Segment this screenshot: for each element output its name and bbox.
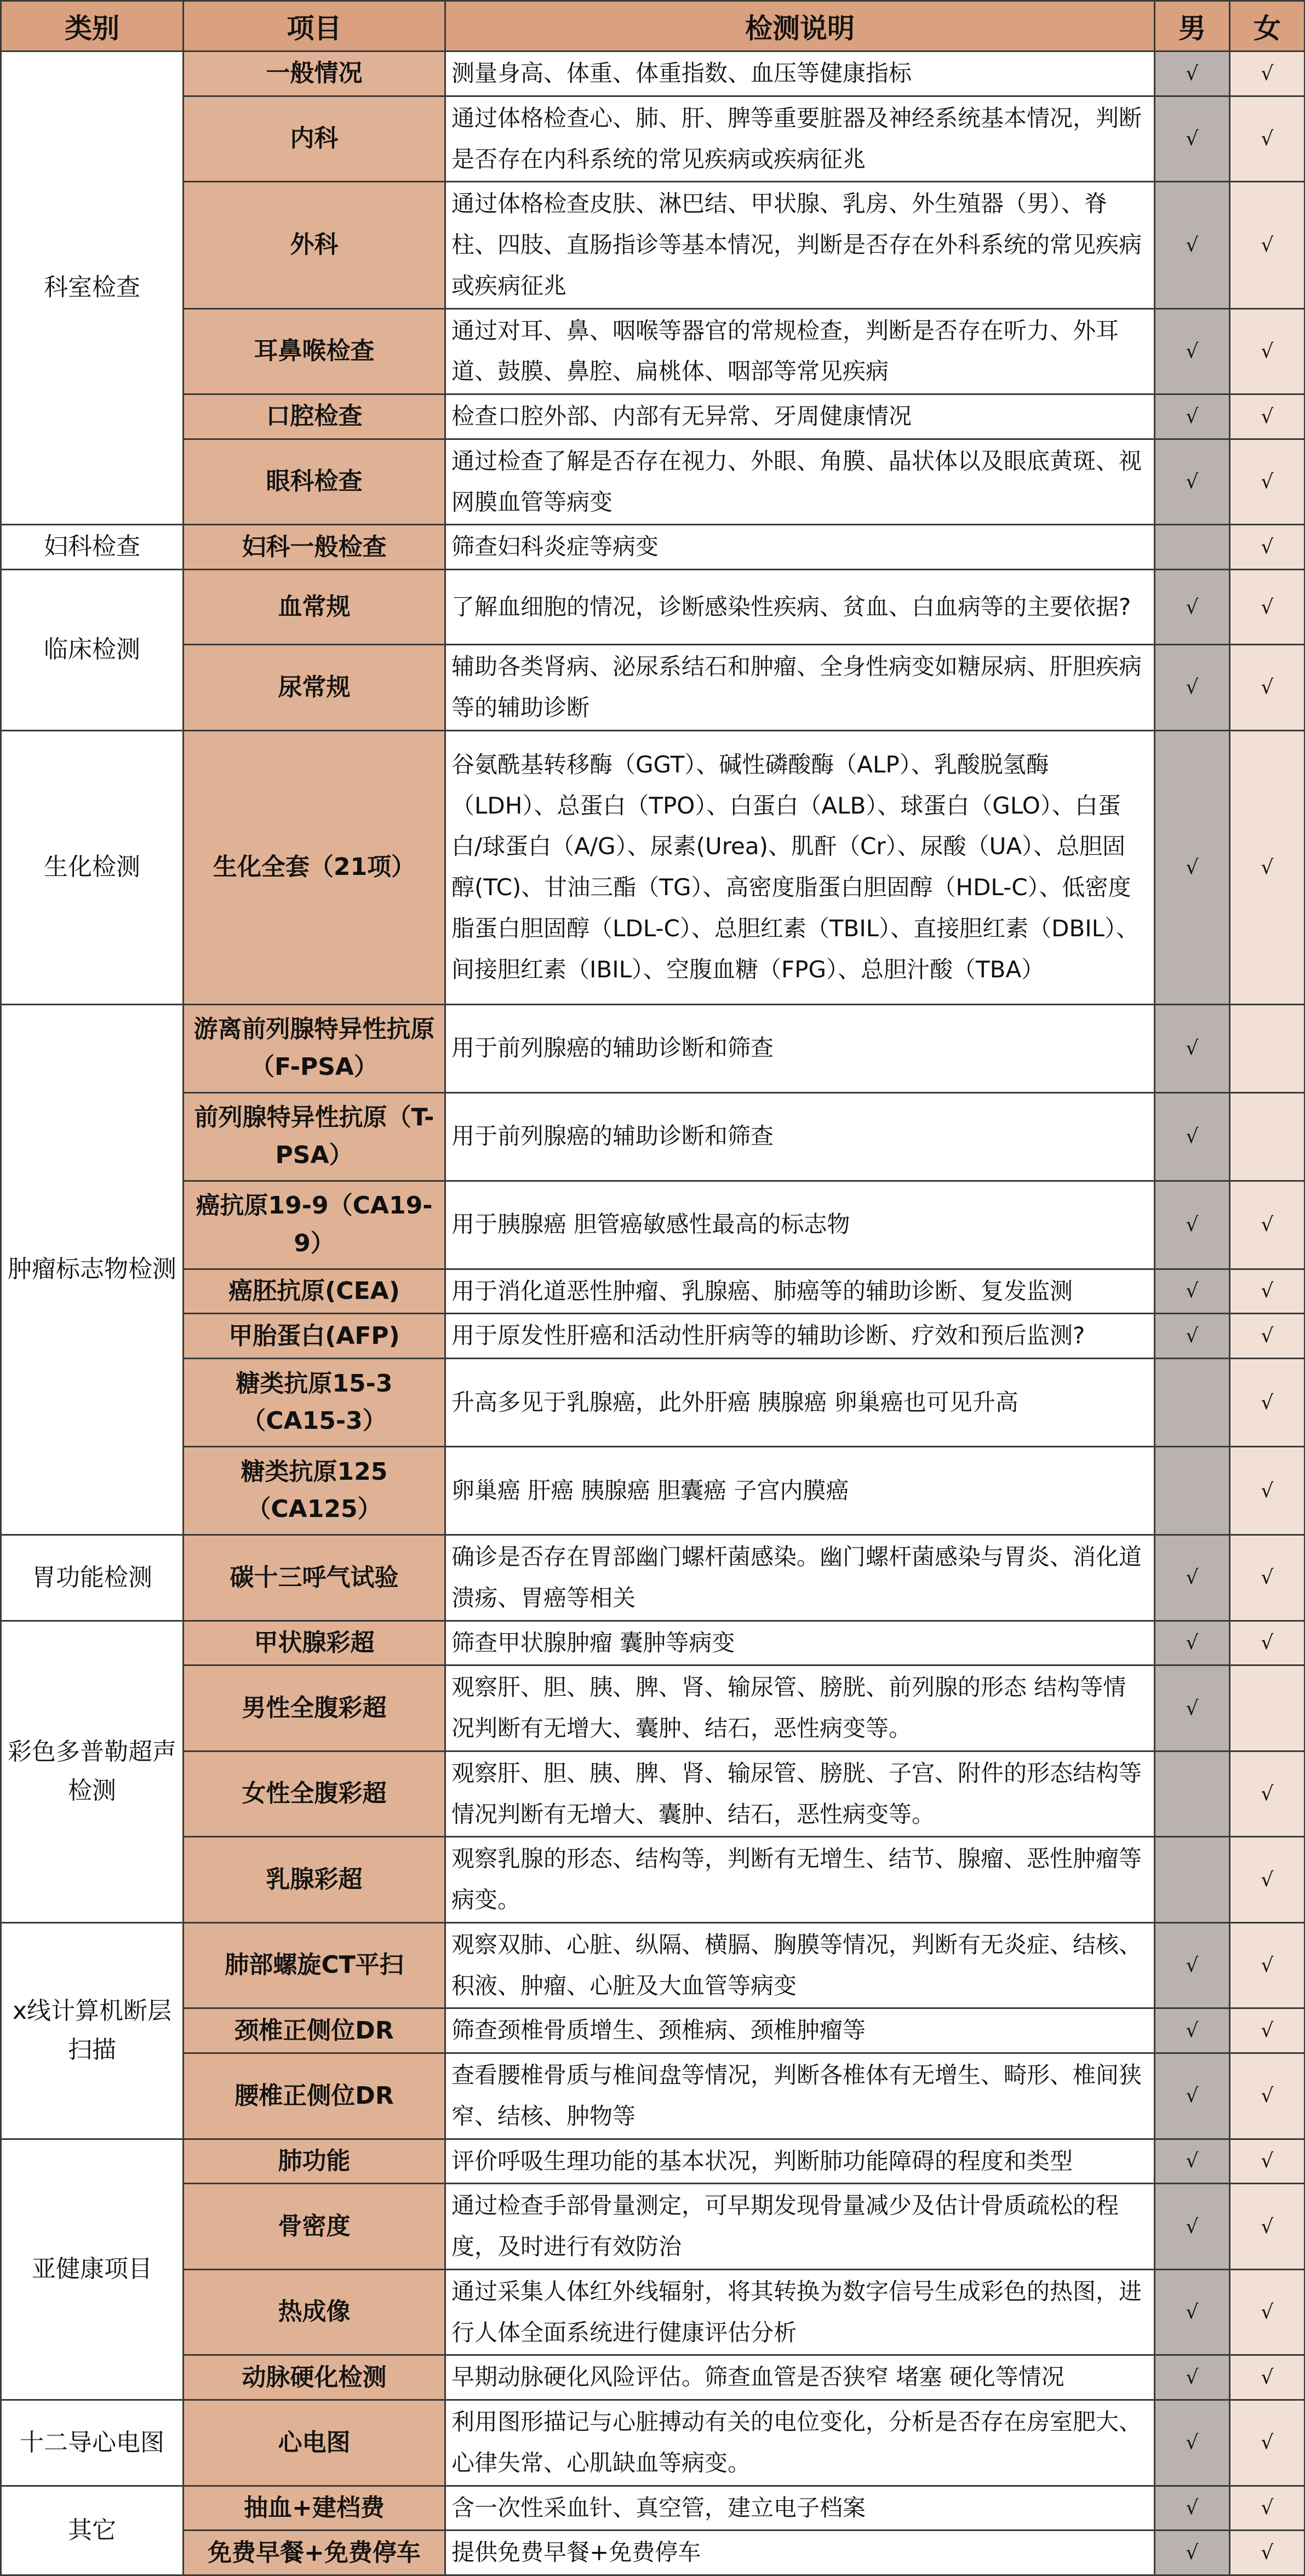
male-check: √ — [1155, 1092, 1230, 1181]
item-description: 早期动脉硬化风险评估。筛查血管是否狭窄 堵塞 硬化等情况 — [445, 2355, 1155, 2400]
male-check: √ — [1155, 96, 1230, 182]
item-description: 含一次性采血针、真空管，建立电子档案 — [445, 2486, 1155, 2531]
item-name: 动脉硬化检测 — [184, 2355, 445, 2400]
female-check: √ — [1230, 2008, 1305, 2053]
male-check: √ — [1155, 439, 1230, 525]
item-description: 了解血细胞的情况，诊断感染性疾病、贫血、白血病等的主要依据? — [445, 570, 1155, 645]
item-name: 甲状腺彩超 — [184, 1621, 445, 1665]
item-name: 骨密度 — [184, 2184, 445, 2270]
female-check: √ — [1230, 645, 1305, 731]
item-name: 前列腺特异性抗原（T-PSA） — [184, 1092, 445, 1181]
female-check: √ — [1230, 182, 1305, 308]
item-name: 肺部螺旋CT平扫 — [184, 1922, 445, 2008]
header-item: 项目 — [184, 1, 445, 51]
item-name: 乳腺彩超 — [184, 1837, 445, 1923]
item-name: 肺功能 — [184, 2139, 445, 2184]
item-description: 用于胰腺癌 胆管癌敏感性最高的标志物 — [445, 1181, 1155, 1269]
table-row — [1, 2184, 1305, 2270]
item-description: 通过体格检查皮肤、淋巴结、甲状腺、乳房、外生殖器（男）、脊柱、四肢、直肠指诊等基本情况，判断是否存在外科系统的常见疾病或疾病征兆 — [445, 182, 1155, 308]
item-description: 通过体格检查心、肺、肝、脾等重要脏器及神经系统基本情况，判断是否存在内科系统的常见疾病或疾病征兆 — [445, 96, 1155, 182]
item-description: 用于消化道恶性肿瘤、乳腺癌、肺癌等的辅助诊断、复发监测 — [445, 1269, 1155, 1314]
category-cell: 十二导心电图 — [1, 2400, 184, 2486]
table-row — [1, 2486, 1305, 2531]
female-check: √ — [1230, 2531, 1305, 2575]
male-check: √ — [1155, 1004, 1230, 1092]
category-cell: 科室检查 — [1, 51, 184, 525]
female-check: √ — [1230, 1314, 1305, 1359]
item-name: 血常规 — [184, 570, 445, 645]
female-check: √ — [1230, 570, 1305, 645]
male-check: √ — [1155, 645, 1230, 731]
item-name: 免费早餐+免费停车 — [184, 2531, 445, 2575]
header-row — [1, 1, 1305, 51]
table-row — [1, 570, 1305, 645]
male-check: √ — [1155, 2355, 1230, 2400]
category-cell: 其它 — [1, 2486, 184, 2575]
header-category: 类别 — [1, 1, 184, 51]
table-row — [1, 1359, 1305, 1447]
item-description: 测量身高、体重、体重指数、血压等健康指标 — [445, 51, 1155, 96]
item-name: 尿常规 — [184, 645, 445, 731]
male-check: √ — [1155, 1181, 1230, 1269]
female-check: √ — [1230, 525, 1305, 570]
item-description: 确诊是否存在胃部幽门螺杆菌感染。幽门螺杆菌感染与胃炎、消化道溃疡、胃癌等相关 — [445, 1535, 1155, 1621]
item-name: 眼科检查 — [184, 439, 445, 525]
female-check: √ — [1230, 439, 1305, 525]
item-description: 观察双肺、心脏、纵隔、横膈、胸膜等情况，判断有无炎症、结核、积液、肿瘤、心脏及大血管等病变 — [445, 1922, 1155, 2008]
table-row — [1, 2355, 1305, 2400]
male-check: √ — [1155, 2139, 1230, 2184]
category-cell: 生化检测 — [1, 730, 184, 1004]
table-row — [1, 1837, 1305, 1923]
item-name: 游离前列腺特异性抗原（F-PSA） — [184, 1004, 445, 1092]
item-description: 提供免费早餐+免费停车 — [445, 2531, 1155, 2575]
table-row — [1, 1181, 1305, 1269]
male-check: √ — [1155, 51, 1230, 96]
item-description: 筛查妇科炎症等病变 — [445, 525, 1155, 570]
female-check: √ — [1230, 2355, 1305, 2400]
item-name: 耳鼻喉检查 — [184, 308, 445, 394]
female-check: √ — [1230, 2139, 1305, 2184]
category-cell: 肿瘤标志物检测 — [1, 1004, 184, 1535]
item-description: 用于前列腺癌的辅助诊断和筛查 — [445, 1004, 1155, 1092]
item-name: 糖类抗原15-3（CA15-3） — [184, 1359, 445, 1447]
female-check: √ — [1230, 1621, 1305, 1665]
item-name: 内科 — [184, 96, 445, 182]
item-description: 筛查颈椎骨质增生、颈椎病、颈椎肿瘤等 — [445, 2008, 1155, 2053]
male-check — [1155, 1359, 1230, 1447]
table-row — [1, 2531, 1305, 2575]
item-description: 检查口腔外部、内部有无异常、牙周健康情况 — [445, 394, 1155, 439]
female-check: √ — [1230, 1922, 1305, 2008]
table-row — [1, 1751, 1305, 1837]
item-name: 腰椎正侧位DR — [184, 2053, 445, 2139]
table-row — [1, 1447, 1305, 1535]
female-check — [1230, 1004, 1305, 1092]
male-check: √ — [1155, 2531, 1230, 2575]
category-cell: 彩色多普勒超声检测 — [1, 1621, 184, 1922]
item-description: 升高多见于乳腺癌，此外肝癌 胰腺癌 卵巢癌也可见升高 — [445, 1359, 1155, 1447]
male-check: √ — [1155, 570, 1230, 645]
male-check: √ — [1155, 2400, 1230, 2486]
item-name: 妇科一般检查 — [184, 525, 445, 570]
item-name: 热成像 — [184, 2269, 445, 2355]
table-row — [1, 1665, 1305, 1751]
female-check: √ — [1230, 1751, 1305, 1837]
female-check: √ — [1230, 1837, 1305, 1923]
female-check — [1230, 1092, 1305, 1181]
item-description: 用于前列腺癌的辅助诊断和筛查 — [445, 1092, 1155, 1181]
table-row — [1, 308, 1305, 394]
table-row — [1, 394, 1305, 439]
item-description: 查看腰椎骨质与椎间盘等情况，判断各椎体有无增生、畸形、椎间狭窄、结核、肿物等 — [445, 2053, 1155, 2139]
header-male: 男 — [1155, 1, 1230, 51]
male-check — [1155, 525, 1230, 570]
female-check: √ — [1230, 1181, 1305, 1269]
item-description: 观察乳腺的形态、结构等，判断有无增生、结节、腺瘤、恶性肿瘤等病变。 — [445, 1837, 1155, 1923]
male-check: √ — [1155, 182, 1230, 308]
item-name: 男性全腹彩超 — [184, 1665, 445, 1751]
female-check: √ — [1230, 1269, 1305, 1314]
female-check: √ — [1230, 2486, 1305, 2531]
table-row — [1, 182, 1305, 308]
table-row — [1, 2008, 1305, 2053]
female-check: √ — [1230, 96, 1305, 182]
item-name: 颈椎正侧位DR — [184, 2008, 445, 2053]
table-row — [1, 645, 1305, 731]
male-check: √ — [1155, 394, 1230, 439]
category-cell: x线计算机断层扫描 — [1, 1922, 184, 2139]
female-check: √ — [1230, 730, 1305, 1004]
item-name: 心电图 — [184, 2400, 445, 2486]
table-row — [1, 1092, 1305, 1181]
item-description: 通过采集人体红外线辐射，将其转换为数字信号生成彩色的热图，进行人体全面系统进行健康评估分析 — [445, 2269, 1155, 2355]
table-row — [1, 525, 1305, 570]
male-check: √ — [1155, 2184, 1230, 2270]
item-name: 外科 — [184, 182, 445, 308]
header-description: 检测说明 — [445, 1, 1155, 51]
female-check: √ — [1230, 1359, 1305, 1447]
item-description: 评价呼吸生理功能的基本状况，判断肺功能障碍的程度和类型 — [445, 2139, 1155, 2184]
female-check: √ — [1230, 2053, 1305, 2139]
table-row — [1, 2053, 1305, 2139]
category-cell: 胃功能检测 — [1, 1535, 184, 1621]
table-row — [1, 439, 1305, 525]
male-check: √ — [1155, 1535, 1230, 1621]
male-check: √ — [1155, 2486, 1230, 2531]
header-female: 女 — [1230, 1, 1305, 51]
item-name: 女性全腹彩超 — [184, 1751, 445, 1837]
table-row — [1, 51, 1305, 96]
male-check: √ — [1155, 308, 1230, 394]
table-row — [1, 1269, 1305, 1314]
item-name: 生化全套（21项） — [184, 730, 445, 1004]
item-description: 谷氨酰基转移酶（GGT）、碱性磷酸酶（ALP）、乳酸脱氢酶（LDH）、总蛋白（TPO）、白蛋白（ALB）、球蛋白（GLO）、白蛋白/球蛋白（A/G）、尿素(Urea)、肌酐（Cr）、尿酸（UA）、总胆固醇(TC)、甘油三酯（TG）、高密度脂蛋白胆固醇（HDL-C）、低密度脂蛋白胆固醇（LDL-C）、总胆红素（TBIL）、直接胆红素（DBIL）、间接胆红素（IBIL）、空腹血糖（FPG）、总胆汁酸（TBA） — [445, 730, 1155, 1004]
table-row — [1, 2139, 1305, 2184]
item-description: 观察肝、胆、胰、脾、肾、输尿管、膀胱、前列腺的形态 结构等情况判断有无增大、囊肿、结石，恶性病变等。 — [445, 1665, 1155, 1751]
category-cell: 妇科检查 — [1, 525, 184, 570]
item-description: 通过检查了解是否存在视力、外眼、角膜、晶状体以及眼底黄斑、视网膜血管等病变 — [445, 439, 1155, 525]
female-check: √ — [1230, 308, 1305, 394]
item-description: 通过对耳、鼻、咽喉等器官的常规检查，判断是否存在听力、外耳道、鼓膜、鼻腔、扁桃体、咽部等常见疾病 — [445, 308, 1155, 394]
male-check: √ — [1155, 1269, 1230, 1314]
female-check: √ — [1230, 51, 1305, 96]
item-description: 筛查甲状腺肿瘤 囊肿等病变 — [445, 1621, 1155, 1665]
table-row — [1, 2269, 1305, 2355]
female-check: √ — [1230, 1447, 1305, 1535]
item-description: 卵巢癌 肝癌 胰腺癌 胆囊癌 子宫内膜癌 — [445, 1447, 1155, 1535]
male-check: √ — [1155, 1314, 1230, 1359]
item-name: 一般情况 — [184, 51, 445, 96]
male-check: √ — [1155, 1922, 1230, 2008]
table-row — [1, 2400, 1305, 2486]
male-check: √ — [1155, 2053, 1230, 2139]
table-row — [1, 1314, 1305, 1359]
item-name: 糖类抗原125（CA125） — [184, 1447, 445, 1535]
item-name: 甲胎蛋白(AFP) — [184, 1314, 445, 1359]
table-row — [1, 1922, 1305, 2008]
item-description: 通过检查手部骨量测定，可早期发现骨量减少及估计骨质疏松的程度，及时进行有效防治 — [445, 2184, 1155, 2270]
table-row — [1, 1004, 1305, 1092]
male-check — [1155, 1751, 1230, 1837]
table-row — [1, 1621, 1305, 1665]
item-description: 用于原发性肝癌和活动性肝病等的辅助诊断、疗效和预后监测? — [445, 1314, 1155, 1359]
male-check: √ — [1155, 1665, 1230, 1751]
item-description: 利用图形描记与心脏搏动有关的电位变化，分析是否存在房室肥大、心律失常、心肌缺血等病变。 — [445, 2400, 1155, 2486]
male-check: √ — [1155, 2269, 1230, 2355]
male-check: √ — [1155, 2008, 1230, 2053]
item-description: 辅助各类肾病、泌尿系结石和肿瘤、全身性病变如糖尿病、肝胆疾病等的辅助诊断 — [445, 645, 1155, 731]
female-check: √ — [1230, 2184, 1305, 2270]
female-check: √ — [1230, 1535, 1305, 1621]
female-check — [1230, 1665, 1305, 1751]
item-name: 抽血+建档费 — [184, 2486, 445, 2531]
male-check — [1155, 1447, 1230, 1535]
category-cell: 临床检测 — [1, 570, 184, 731]
male-check: √ — [1155, 1621, 1230, 1665]
female-check: √ — [1230, 394, 1305, 439]
item-name: 癌抗原19-9（CA19-9） — [184, 1181, 445, 1269]
table-row — [1, 730, 1305, 1004]
table-row — [1, 96, 1305, 182]
table-row — [1, 1535, 1305, 1621]
item-name: 口腔检查 — [184, 394, 445, 439]
item-description: 观察肝、胆、胰、脾、肾、输尿管、膀胱、子宫、附件的形态结构等情况判断有无增大、囊肿、结石，恶性病变等。 — [445, 1751, 1155, 1837]
item-name: 碳十三呼气试验 — [184, 1535, 445, 1621]
female-check: √ — [1230, 2400, 1305, 2486]
female-check: √ — [1230, 2269, 1305, 2355]
male-check: √ — [1155, 730, 1230, 1004]
male-check — [1155, 1837, 1230, 1923]
item-name: 癌胚抗原(CEA) — [184, 1269, 445, 1314]
table-body — [1, 51, 1305, 2575]
category-cell: 亚健康项目 — [1, 2139, 184, 2400]
